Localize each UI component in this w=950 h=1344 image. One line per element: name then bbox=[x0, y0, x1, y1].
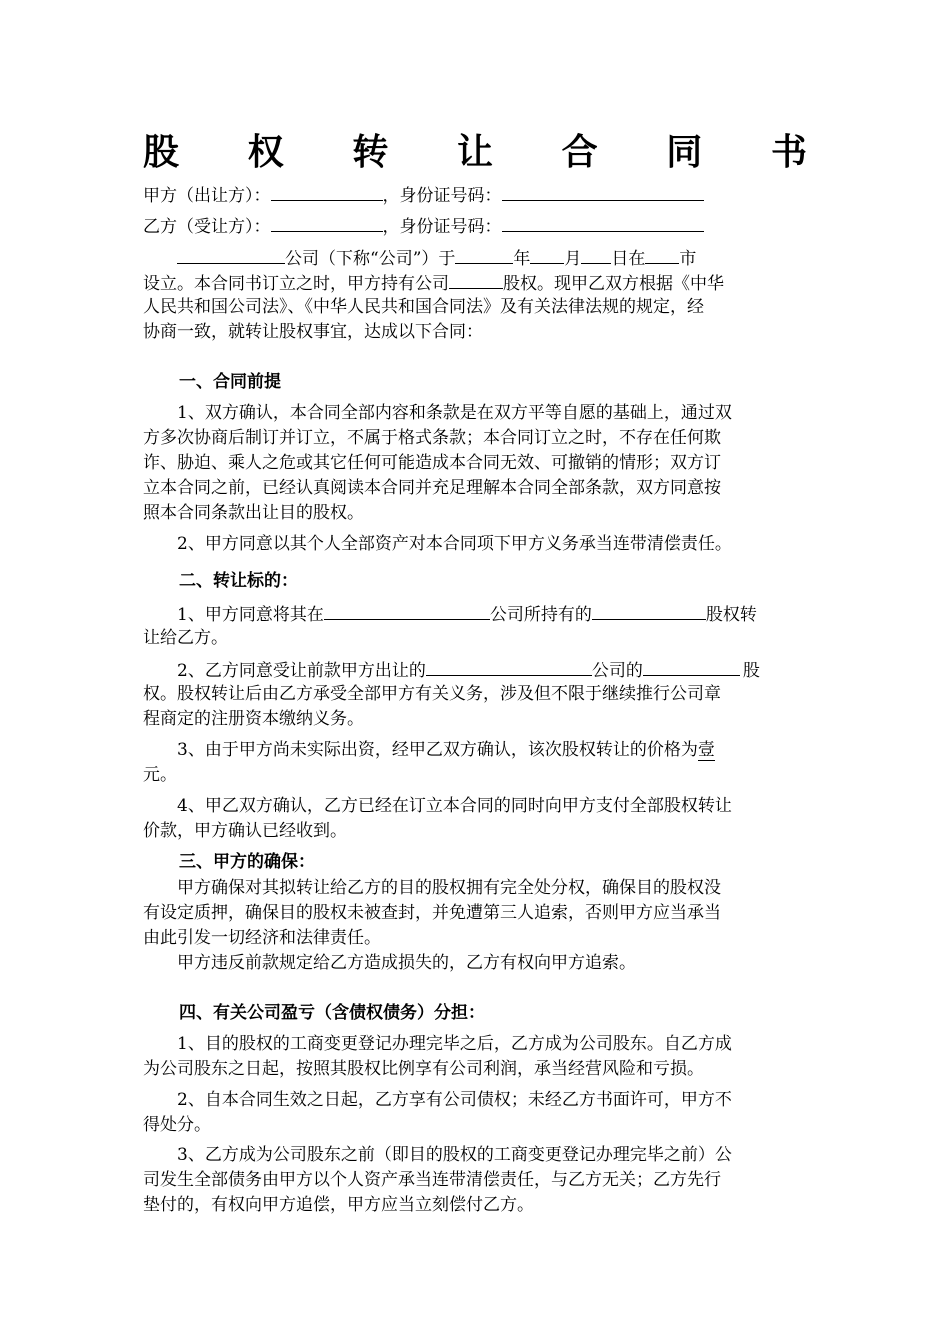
s4-p3-line: 垫付的，有权向甲方追偿，甲方应当立刻偿付乙方。 bbox=[143, 1195, 534, 1215]
year-blank bbox=[455, 245, 513, 264]
party-a-name-blank bbox=[271, 182, 383, 201]
s2-p3-line-2: 元。 bbox=[143, 765, 177, 785]
section-3-heading: 三、甲方的确保： bbox=[179, 852, 315, 872]
s4-p2-line: 2、自本合同生效之日起，乙方享有公司债权；未经乙方书面许可，甲方不 bbox=[177, 1090, 732, 1110]
s2-text: 公司的 bbox=[591, 661, 643, 681]
intro-text: 月 bbox=[564, 249, 582, 269]
s2-p2-line-2: 权。股权转让后由乙方承受全部甲方有关义务，涉及但不限于继续推行公司章 bbox=[143, 684, 721, 704]
intro-text: 公司（下称“公司”）于 bbox=[285, 249, 456, 269]
s2-p2-line-3: 程商定的注册资本缴纳义务。 bbox=[143, 709, 364, 729]
company-blank bbox=[426, 657, 592, 676]
s2-p3-line-1 bbox=[143, 738, 807, 762]
s1-p2: 2、甲方同意以其个人全部资产对本合同项下甲方义务承当连带清偿责任。 bbox=[177, 534, 732, 554]
party-b-id-blank bbox=[502, 213, 704, 232]
title-char: 让 bbox=[456, 131, 493, 173]
party-b-id-label: ，身份证号码： bbox=[382, 217, 502, 237]
intro-text: 股权。现甲乙双方根据《中华 bbox=[503, 274, 724, 294]
s3-p2: 甲方违反前款规定给乙方造成损失的，乙方有权向甲方追索。 bbox=[177, 953, 636, 973]
intro-text: 日在 bbox=[611, 249, 646, 269]
intro-line-4: 协商一致，就转让股权事宜，达成以下合同： bbox=[143, 322, 483, 342]
intro-text: 设立。本合同书订立之时，甲方持有公司 bbox=[143, 274, 449, 294]
party-a-id-blank bbox=[502, 182, 704, 201]
s2-text: 公司所持有的 bbox=[489, 605, 592, 625]
s2-text: 2、乙方同意受让前款甲方出让的 bbox=[177, 661, 426, 681]
s1-p1-line: 照本合同条款出让目的股权。 bbox=[143, 503, 364, 523]
s4-p1-line: 1、目的股权的工商变更登记办理完毕之后，乙方成为公司股东。自乙方成 bbox=[177, 1034, 732, 1054]
s2-p2-line-1 bbox=[143, 657, 807, 683]
intro-text: 年 bbox=[513, 249, 531, 269]
s3-p1-line: 甲方确保对其拟转让给乙方的目的股权拥有完全处分权，确保目的股权没 bbox=[177, 878, 721, 898]
title-char: 同 bbox=[666, 131, 703, 173]
s1-p1-line: 方多次协商后制订并订立，不属于格式条款；本合同订立之时，不存在任何欺 bbox=[143, 428, 721, 448]
intro-line-3: 人民共和国公司法》、《中华人民共和国合同法》及有关法律法规的规定，经 bbox=[143, 297, 704, 317]
s2-text: 股 bbox=[742, 661, 760, 681]
month-blank bbox=[530, 245, 564, 264]
s1-p1-line: 诈、胁迫、乘人之危或其它任何可能造成本合同无效、可撤销的情形；双方订 bbox=[143, 453, 721, 473]
intro-text: 市 bbox=[679, 249, 697, 269]
intro-line-2 bbox=[143, 270, 807, 296]
intro-line-1 bbox=[143, 245, 807, 271]
s2-text: 股权转 bbox=[705, 605, 757, 625]
s2-p4-line-1: 4、甲乙双方确认，乙方已经在订立本合同的同时向甲方支付全部股权转让 bbox=[177, 796, 732, 816]
party-a-id-label: ，身份证号码： bbox=[382, 186, 502, 206]
share-blank bbox=[592, 601, 706, 620]
party-a-label: 甲方（出让方）： bbox=[143, 186, 271, 206]
s4-p1-line: 为公司股东之日起，按照其股权比例享有公司利润，承当经营风险和亏损。 bbox=[143, 1059, 704, 1079]
s3-p1-line: 有设定质押，确保目的股权未被查封，并免遭第三人追索，否则甲方应当承当 bbox=[143, 903, 721, 923]
company-blank bbox=[177, 245, 285, 264]
share-blank bbox=[643, 657, 740, 676]
section-2-heading: 二、转让标的： bbox=[179, 571, 298, 591]
section-1-heading: 一、合同前提 bbox=[179, 372, 281, 392]
city-blank bbox=[645, 245, 679, 264]
section-4-heading: 四、有关公司盈亏（含债权债务）分担： bbox=[179, 1003, 485, 1023]
s2-text: 3、由于甲方尚未实际出资，经甲乙双方确认，该次股权转让的价格为 bbox=[177, 740, 698, 760]
company-blank bbox=[324, 601, 490, 620]
s1-p1-line: 1、双方确认，本合同全部内容和条款是在双方平等自愿的基础上，通过双 bbox=[177, 403, 732, 423]
title-char: 转 bbox=[352, 131, 389, 173]
s1-p1-line: 立本合同之前，已经认真阅读本合同并充足理解本合同全部条款，双方同意按 bbox=[143, 478, 721, 498]
title-char: 书 bbox=[770, 131, 807, 173]
title-char: 股 bbox=[143, 131, 180, 173]
day-blank bbox=[581, 245, 611, 264]
s2-text: 1、甲方同意将其在 bbox=[177, 605, 324, 625]
share-blank bbox=[449, 270, 503, 289]
s4-p2-line: 得处分。 bbox=[143, 1115, 211, 1135]
s4-p3-line: 3、乙方成为公司股东之前（即目的股权的工商变更登记办理完毕之前）公 bbox=[177, 1145, 732, 1165]
party-a-line bbox=[143, 182, 807, 208]
s2-p4-line-2: 价款，甲方确认已经收到。 bbox=[143, 821, 347, 841]
price-value: 壹 bbox=[697, 740, 715, 760]
s3-p1-line: 由此引发一切经济和法律责任。 bbox=[143, 928, 381, 948]
party-b-name-blank bbox=[271, 213, 383, 232]
s2-p1-line-2: 让给乙方。 bbox=[143, 628, 228, 648]
party-b-label: 乙方（受让方）： bbox=[143, 217, 271, 237]
s4-p3-line: 司发生全部债务由甲方以个人资产承当连带清偿责任，与乙方无关；乙方先行 bbox=[143, 1170, 721, 1190]
document-title bbox=[143, 128, 807, 176]
party-b-line bbox=[143, 213, 807, 239]
title-char: 合 bbox=[561, 131, 598, 173]
s2-p1-line-1 bbox=[143, 601, 807, 627]
title-char: 权 bbox=[247, 131, 284, 173]
